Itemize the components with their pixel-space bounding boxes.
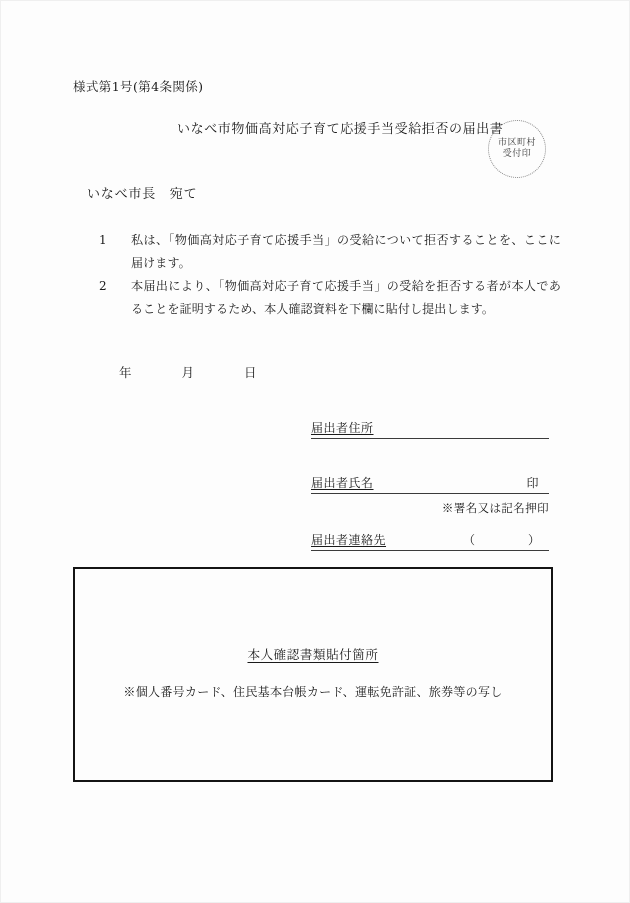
clause-item [99, 229, 561, 276]
date-line [119, 363, 257, 381]
identity-document-attachment-box[interactable] [73, 567, 553, 782]
applicant-address-row[interactable] [311, 419, 549, 439]
page-title: いなべ市物価高対応子育て応援手当受給拒否の届出書 [177, 122, 504, 137]
receipt-stamp-circle [488, 120, 546, 178]
seal-note: ※署名又は記名押印 [441, 501, 549, 515]
date-day-field[interactable]: 日 [244, 365, 257, 380]
clause-number: 1 [99, 233, 107, 247]
receipt-stamp-line2: 受付印 [502, 149, 532, 159]
applicant-contact-field [311, 531, 549, 551]
attachment-heading: 本人確認書類貼付箇所 [247, 647, 379, 662]
receipt-stamp-line1: 市区町村 [497, 137, 536, 148]
applicant-phone-parentheses[interactable]: （ ） [462, 533, 541, 547]
applicant-name-label: 届出者氏名 [311, 476, 374, 490]
applicant-address-label: 届出者住所 [311, 421, 374, 435]
clause-number: 2 [99, 279, 107, 293]
applicant-contact-row[interactable] [311, 531, 549, 551]
form-code: 様式第1号(第4条関係) [73, 79, 204, 94]
date-month-field[interactable]: 月 [181, 365, 195, 380]
applicant-contact-label: 届出者連絡先 [311, 533, 387, 547]
clause-item [99, 275, 561, 322]
attachment-note: ※個人番号カード、住民基本台帳カード、運転免許証、旅券等の写し [123, 685, 503, 699]
clause-text: 本届出により、「物価高対応子育て応援手当」の受給を拒否する者が本人であることを証明するため、本人確認資料を下欄に貼付し提出します。 [131, 279, 561, 317]
applicant-name-field [311, 474, 549, 516]
seal-mark: 印 [526, 476, 539, 490]
date-year-field[interactable]: 年 [119, 365, 132, 380]
addressee: いなべ市長 宛て [87, 187, 198, 202]
attachment-text-block [75, 645, 551, 700]
applicant-name-row[interactable] [311, 474, 549, 494]
applicant-address-field [311, 419, 549, 439]
clause-text: 私は、「物価高対応子育て応援手当」の受給について拒否することを、ここに届けます。 [131, 233, 561, 271]
